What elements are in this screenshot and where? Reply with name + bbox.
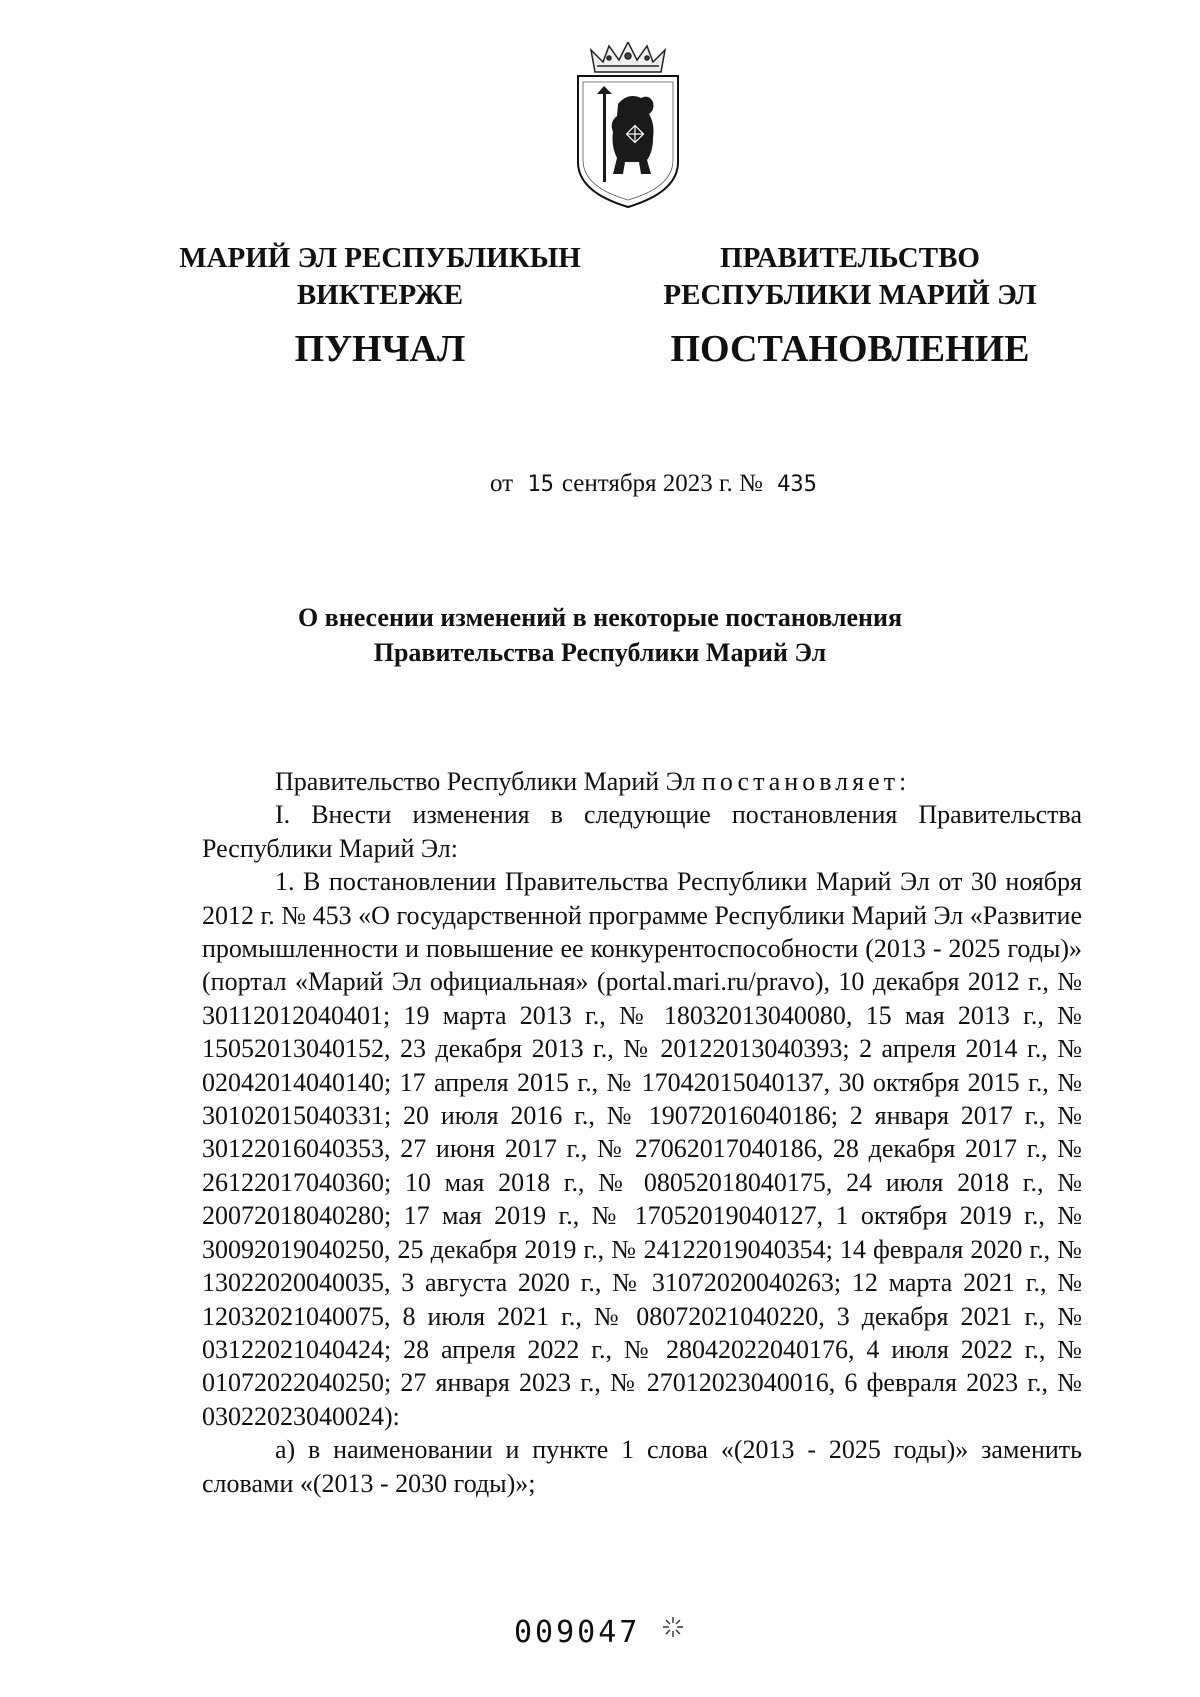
header-left-doc-type: ПУНЧАЛ [294, 328, 466, 370]
page-serial-number: 009047 [514, 1615, 641, 1650]
document-title [150, 600, 1050, 670]
intro-verb: постановляет: [701, 767, 911, 796]
item-I-paragraph: I. Внести изменения в следующие постановления Правительства Республики Марий Эл: [202, 800, 1082, 863]
date-month-year: сентября 2023 г. № [561, 470, 763, 497]
header-russian-language [640, 240, 1060, 372]
date-day: 15 [527, 472, 554, 497]
intro-text: Правительство Республики Марий Эл [275, 767, 696, 796]
crown-icon [591, 42, 665, 72]
document-number: 435 [777, 472, 817, 497]
document-date-line [490, 470, 825, 498]
coat-of-arms-emblem [573, 42, 683, 212]
header-right-line2: РЕСПУБЛИКИ МАРИЙ ЭЛ [663, 279, 1037, 311]
header-right-doc-type: ПОСТАНОВЛЕНИЕ [670, 328, 1030, 370]
title-line1: О внесении изменений в некоторые постановления [297, 603, 903, 632]
stamp-mark-icon [660, 1614, 686, 1640]
header-mari-language [160, 240, 600, 372]
item-1-paragraph: 1. В постановлении Правительства Республики Марий Эл от 30 ноября 2012 г. № 453 «О государственной программе Республики Марий Эл «Развитие промышленности и повышение ее конкурентоспособности (2013 - 2025 годы)» (портал «Марий Эл официальная» (portal.mari.ru/pravo), 10 декабря 2012 г., № 30112012040401; 19 марта 2013 г., № 18032013040080, 15 мая 2013 г., № 15052013040152, 23 декабря 2013 г., № 20122013040393; 2 апреля 2014 г., № 02042014040140; 17 апреля 2015 г., № 17042015040137, 30 октября 2015 г., № 30102015040331; 20 июля 2016 г., № 19072016040186; 2 января 2017 г., № 30122016040353, 27 июня 2017 г., № 27062017040186, 28 декабря 2017 г., № 26122017040360; 10 мая 2018 г., № 08052018040175, 24 июля 2018 г., № 20072018040280; 17 мая 2019 г., № 17052019040127, 1 октября 2019 г., № 30092019040250, 25 декабря 2019 г., № 24122019040354; 14 февраля 2020 г., № 13022020040035, 3 августа 2020 г., № 31072020040263; 12 марта 2021 г., № 12032021040075, 8 июля 2021 г., № 08072021040220, 3 декабря 2021 г., № 03122021040424; 28 апреля 2022 г., № 28042022040176, 4 июля 2022 г., № 01072022040250; 27 января 2023 г., № 27012023040016, 6 февраля 2023 г., № 03022023040024): [202, 867, 1082, 1431]
header-left-line1: МАРИЙ ЭЛ РЕСПУБЛИКЫН [179, 242, 581, 274]
intro-paragraph [202, 765, 1082, 798]
date-prefix: от [490, 470, 514, 497]
header-left-line2: ВИКТЕРЖЕ [296, 279, 464, 311]
title-line2: Правительства Республики Марий Эл [373, 638, 827, 667]
header-right-line1: ПРАВИТЕЛЬСТВО [720, 242, 980, 274]
document-body [202, 765, 1082, 1500]
item-a-paragraph: а) в наименовании и пункте 1 слова «(2013 - 2025 годы)» заменить словами «(2013 - 2030 годы)»; [202, 1435, 1082, 1498]
